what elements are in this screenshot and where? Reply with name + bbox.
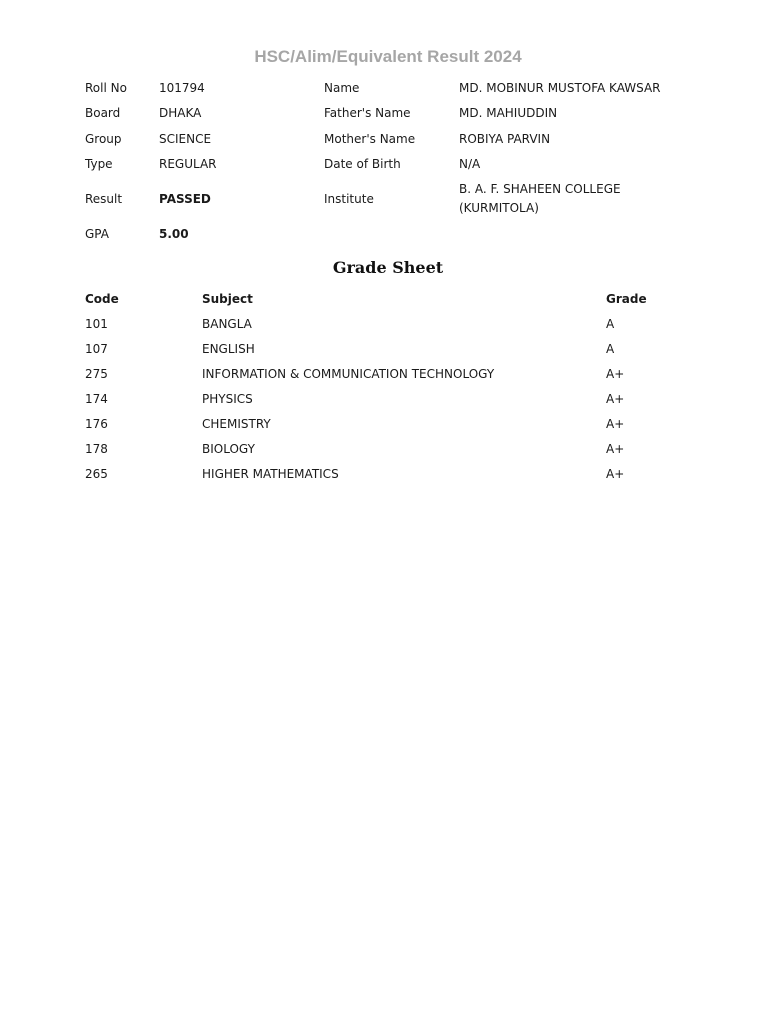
result-label: Result [85,191,123,206]
type-value: REGULAR [159,157,217,171]
subject-grade: A [606,342,615,356]
subject-grade: A+ [606,417,625,431]
table-row [81,362,670,387]
info-row [81,126,703,152]
mothers-name-value: ROBIYA PARVIN [459,131,551,146]
fathers-name-value: MD. MAHIUDDIN [459,106,558,120]
institute-value: B. A. F. SHAHEEN COLLEGE (KURMITOLA) [459,182,621,215]
grade-header-row [81,287,670,312]
roll-no-value: 101794 [159,81,205,95]
table-row [81,337,670,362]
mothers-name-label: Mother's Name [324,131,416,146]
code-header: Code [85,292,119,306]
info-row [81,177,703,221]
subject-header: Subject [202,292,253,306]
subject-name: INFORMATION & COMMUNICATION TECHNOLOGY [202,367,495,381]
gpa-value: 5.00 [159,227,189,241]
info-row [81,101,703,126]
gpa-label: GPA [85,227,109,241]
group-label: Group [85,131,122,146]
name-value: MD. MOBINUR MUSTOFA KAWSAR [459,81,661,95]
board-label: Board [85,106,121,120]
subject-grade: A+ [606,442,625,456]
page-title: HSC/Alim/Equivalent Result 2024 [254,47,522,66]
roll-no-label: Roll No [85,81,127,95]
subject-name: PHYSICS [202,392,253,406]
result-value: PASSED [159,191,211,206]
date-of-birth-label: Date of Birth [324,157,401,171]
info-row [81,152,703,177]
subject-code: 176 [85,417,108,431]
subject-grade: A+ [606,367,625,381]
table-row [81,412,670,437]
grade-sheet-table [81,287,670,487]
fathers-name-label: Father's Name [324,106,411,120]
board-value: DHAKA [159,106,202,120]
grade-header: Grade [606,292,647,306]
subject-name: BIOLOGY [202,442,255,456]
info-row [81,76,703,101]
table-row [81,437,670,462]
subject-name: CHEMISTRY [202,417,271,431]
subject-name: BANGLA [202,317,252,331]
subject-code: 101 [85,317,108,331]
table-row [81,312,670,337]
subject-grade: A+ [606,392,625,406]
date-of-birth-value: N/A [459,157,481,171]
subject-code: 275 [85,367,108,381]
subject-code: 265 [85,467,108,481]
subject-name: HIGHER MATHEMATICS [202,467,339,481]
subject-grade: A [606,317,615,331]
subject-code: 174 [85,392,108,406]
subject-grade: A+ [606,467,625,481]
subject-code: 178 [85,442,108,456]
institute-label: Institute [324,191,374,206]
type-label: Type [85,157,113,171]
grade-sheet-title: Grade Sheet [332,258,444,277]
group-value: SCIENCE [159,131,212,146]
name-label: Name [324,81,360,95]
subject-name: ENGLISH [202,342,255,356]
table-row [81,462,670,487]
student-info-table [81,76,703,248]
info-row [81,221,703,248]
table-row [81,387,670,412]
subject-code: 107 [85,342,108,356]
